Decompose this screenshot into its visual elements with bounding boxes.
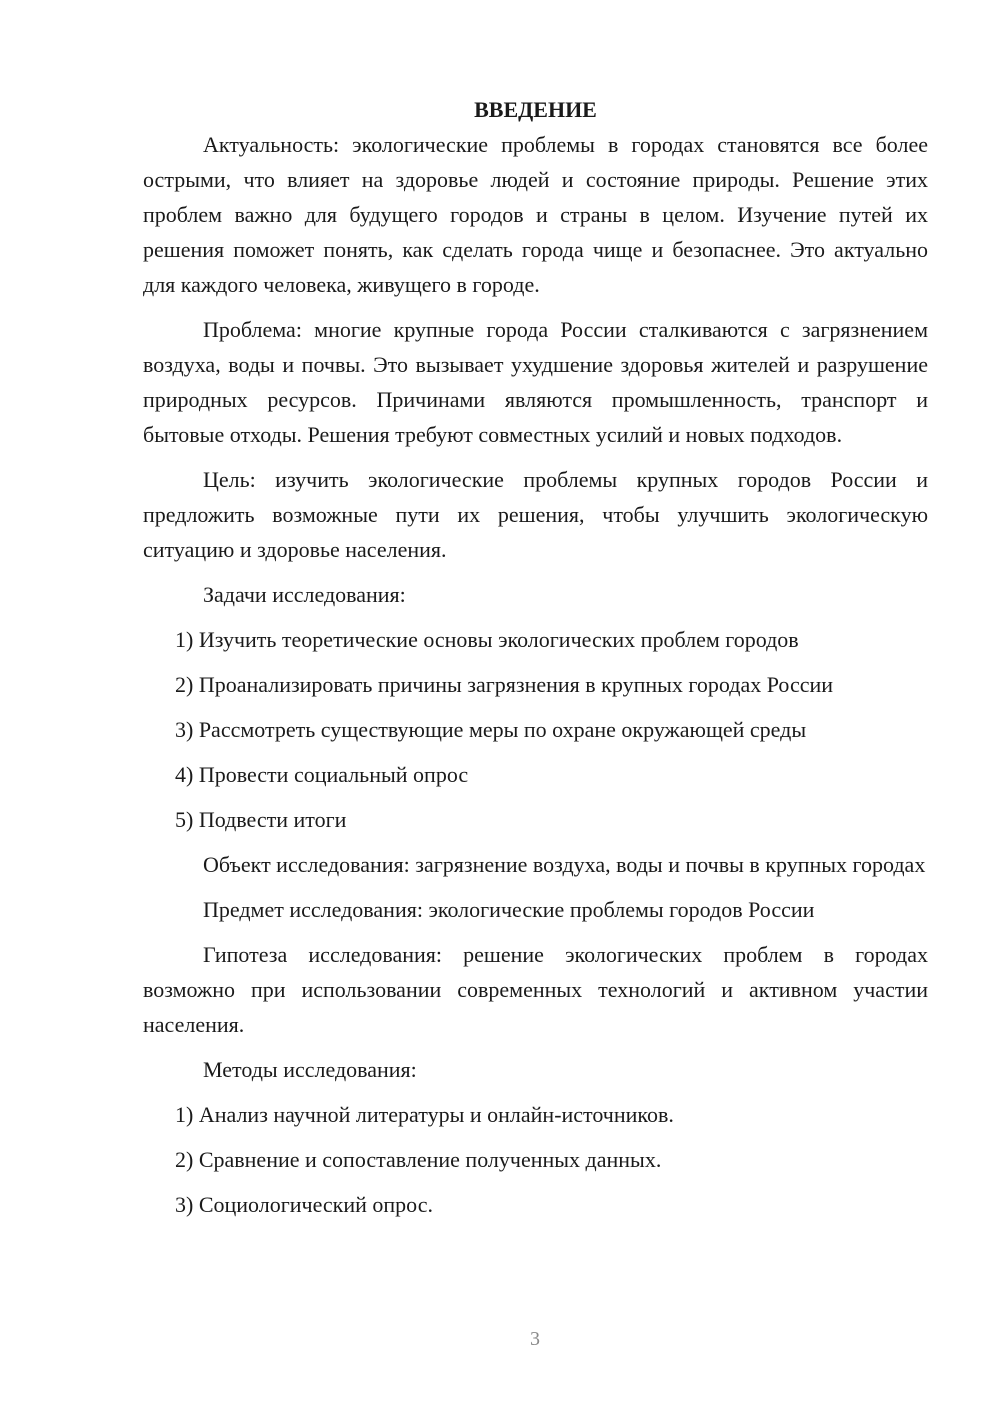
methods-heading: Методы исследования: bbox=[203, 1057, 417, 1082]
list-item: 2) Проанализировать причины загрязнения в крупных городах России bbox=[175, 672, 834, 697]
paragraph-relevance: Актуальность: экологические проблемы в городах становятся все более острыми, что влияет на здоровье людей и состояние природы. Решение этих проблем важно для будущего городов и страны в целом. Изучение путей их решения поможет понять, как сделать города чище и безопаснее. Это актуально для каждого человека, живущего в городе. bbox=[143, 132, 928, 297]
list-item: 1) Анализ научной литературы и онлайн-источников. bbox=[175, 1102, 674, 1127]
list-item: 4) Провести социальный опрос bbox=[175, 762, 469, 787]
paragraph-problem: Проблема: многие крупные города России сталкиваются с загрязнением воздуха, воды и почвы. Это вызывает ухудшение здоровья жителей и разрушение природных ресурсов. Причинами являются промышленность, транспорт и бытовые отходы. Решения требуют совместных усилий и новых подходов. bbox=[143, 317, 928, 447]
paragraph-goal: Цель: изучить экологические проблемы крупных городов России и предложить возможные пути их решения, чтобы улучшить экологическую ситуацию и здоровье населения. bbox=[143, 467, 928, 562]
tasks-heading: Задачи исследования: bbox=[203, 582, 406, 607]
list-item: 3) Рассмотреть существующие меры по охране окружающей среды bbox=[175, 717, 807, 742]
methods-list bbox=[143, 1097, 928, 1222]
paragraph-subject: Предмет исследования: экологические проблемы городов России bbox=[203, 897, 815, 922]
page-title: ВВЕДЕНИЕ bbox=[474, 97, 597, 122]
list-item: 1) Изучить теоретические основы экологических проблем городов bbox=[175, 627, 799, 652]
list-item: 2) Сравнение и сопоставление полученных данных. bbox=[175, 1147, 662, 1172]
page-number: 3 bbox=[530, 1328, 540, 1350]
document-body bbox=[143, 92, 928, 1222]
list-item: 5) Подвести итоги bbox=[175, 807, 347, 832]
paragraph-object: Объект исследования: загрязнение воздуха, воды и почвы в крупных городах bbox=[203, 852, 926, 877]
tasks-list bbox=[143, 622, 928, 837]
list-item: 3) Социологический опрос. bbox=[175, 1192, 433, 1217]
paragraph-hypothesis: Гипотеза исследования: решение экологических проблем в городах возможно при использовании современных технологий и активном участии населения. bbox=[143, 942, 928, 1037]
